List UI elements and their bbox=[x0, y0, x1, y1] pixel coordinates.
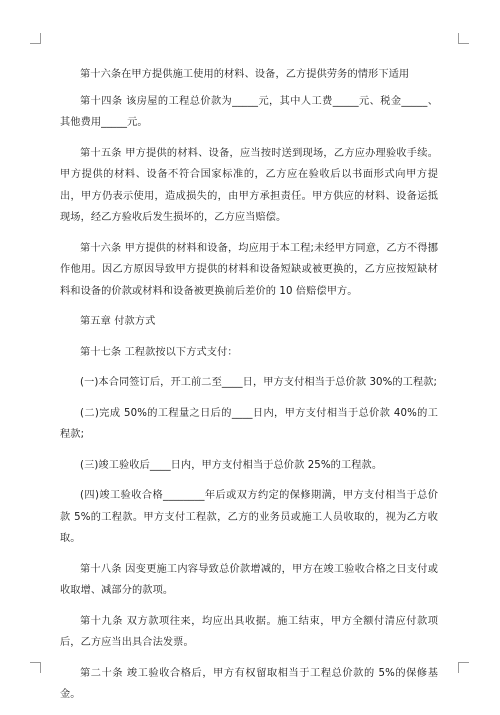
clause-17-item-4: (四)竣工验收合格________年后或双方约定的保修期满，甲方支付相当于总价款 5%的工程款。甲方支付工程款，乙方的业务员或施工人员收取的，视为乙方收取。 bbox=[60, 490, 438, 544]
clause-15: 第十五条 甲方提供的材料、设备，应当按时送到现场，乙方应办理验收手续。甲方提供的材料、设备不符合国家标准的，乙方应在验收后以书面形式向甲方提出，甲方仍表示使用，造成损失的，由甲方承担责任。甲方供应的材料、设备运抵现场，经乙方验收后发生损坏的，乙方应当赔偿。 bbox=[60, 147, 438, 223]
clause-17-item-3: (三)竣工验收后____日内，甲方支付相当于总价款 25%的工程款。 bbox=[80, 459, 383, 471]
corner-mark-bottom-right bbox=[458, 662, 469, 673]
clause-16: 第十六条 甲方提供的材料和设备，均应用于本工程;未经甲方同意，乙方不得挪作他用。因乙方原因导致甲方提供的材料和设备短缺或被更换的，乙方应按短缺材料和设备的价款或材料和设备被更换前后差价的 10 倍赔偿甲方。 bbox=[60, 242, 438, 297]
clause-18: 第十八条 因变更施工内容导致总价款增减的，甲方在竣工验收合格之日支付或收取增、减部分的款项。 bbox=[60, 563, 438, 596]
clause-20: 第二十条 竣工验收合格后，甲方有权留取相当于工程总价款的 5%的保修基金。 bbox=[60, 667, 438, 700]
clause-17-item-1: (一)本合同签订后，开工前二至____日，甲方支付相当于总价款 30%的工程款; bbox=[80, 377, 438, 388]
clause-19: 第十九条 双方款项往来，均应出具收据。施工结束，甲方全额付清应付款项后，乙方应当出具合法发票。 bbox=[60, 615, 438, 648]
clause-17-item-2: (二)完成 50%的工程量之日后的____日内，甲方支付相当于总价款 40%的工程款; bbox=[60, 407, 438, 440]
corner-mark-bottom-left bbox=[30, 662, 41, 673]
document-body bbox=[60, 64, 438, 715]
corner-mark-top-left bbox=[30, 33, 41, 44]
corner-mark-top-right bbox=[458, 33, 469, 44]
clause-intro: 第十六条在甲方提供施工使用的材料、设备，乙方提供劳务的情形下适用 bbox=[80, 69, 410, 80]
clause-14: 第十四条 该房屋的工程总价款为_____元，其中人工费_____元、税金_____、其他费用_____元。 bbox=[60, 95, 438, 128]
clause-17: 第十七条 工程款按以下方式支付： bbox=[80, 346, 238, 358]
chapter-5-heading: 第五章 付款方式 bbox=[80, 316, 156, 327]
